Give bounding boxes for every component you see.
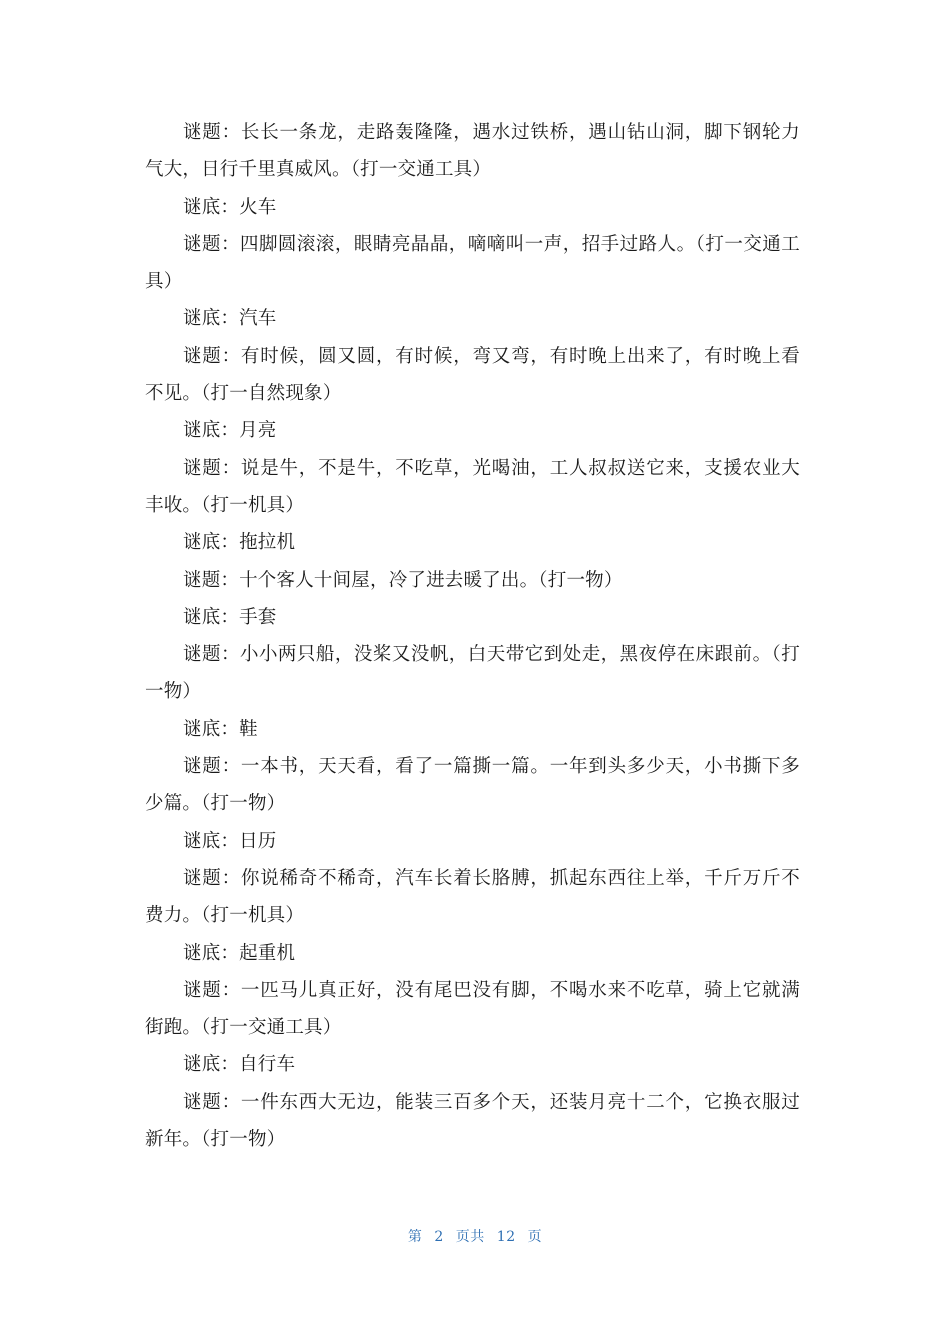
page-footer bbox=[0, 1226, 950, 1246]
riddle-answer-paragraph: 谜底：日历 bbox=[183, 830, 277, 852]
riddle-answer-paragraph: 谜底：起重机 bbox=[183, 942, 296, 964]
riddle-question-paragraph: 谜题：有时候，圆又圆，有时候，弯又弯，有时晚上出来了，有时晚上看不见。（打一自然现象） bbox=[145, 345, 800, 405]
riddle-question-paragraph: 谜题：十个客人十间屋，冷了进去暖了出。（打一物） bbox=[183, 569, 623, 591]
riddle-answer-paragraph: 谜底：手套 bbox=[183, 606, 277, 628]
riddle-answer-paragraph: 谜底：鞋 bbox=[183, 718, 258, 740]
riddle-question-paragraph: 谜题：说是牛，不是牛，不吃草，光喝油，工人叔叔送它来，支援农业大丰收。（打一机具） bbox=[145, 457, 800, 516]
riddle-question-paragraph: 谜题：一本书，天天看，看了一篇撕一篇。一年到头多少天，小书撕下多少篇。（打一物） bbox=[145, 756, 800, 815]
footer-suffix: 页 bbox=[527, 1229, 543, 1245]
total-pages-number: 12 bbox=[496, 1229, 516, 1245]
current-page-number: 2 bbox=[434, 1229, 444, 1245]
riddle-answer-paragraph: 谜底：火车 bbox=[183, 196, 277, 218]
riddle-answer-paragraph: 谜底：汽车 bbox=[183, 308, 277, 330]
footer-middle: 页共 bbox=[455, 1229, 485, 1245]
riddle-question-paragraph: 谜题：小小两只船，没桨又没帆，白天带它到处走，黑夜停在床跟前。（打一物） bbox=[145, 644, 800, 703]
footer-prefix: 第 bbox=[407, 1229, 423, 1245]
riddle-question-paragraph: 谜题：一件东西大无边，能装三百多个天，还装月亮十二个，它换衣服过新年。（打一物） bbox=[145, 1091, 800, 1151]
riddle-answer-paragraph: 谜底：月亮 bbox=[183, 420, 277, 442]
riddle-text-body bbox=[145, 114, 800, 1158]
riddle-question-paragraph: 谜题：四脚圆滚滚，眼睛亮晶晶，嘀嘀叫一声，招手过路人。（打一交通工具） bbox=[145, 233, 800, 293]
riddle-answer-paragraph: 谜底：自行车 bbox=[183, 1054, 296, 1076]
riddle-question-paragraph: 谜题：你说稀奇不稀奇，汽车长着长胳膊，抓起东西往上举，千斤万斤不费力。（打一机具） bbox=[145, 867, 800, 927]
riddle-question-paragraph: 谜题：长长一条龙，走路轰隆隆，遇水过铁桥，遇山钻山洞，脚下钢轮力气大，日行千里真威风。（打一交通工具） bbox=[145, 122, 800, 181]
riddle-answer-paragraph: 谜底：拖拉机 bbox=[183, 532, 296, 554]
riddle-question-paragraph: 谜题：一匹马儿真正好，没有尾巴没有脚，不喝水来不吃草，骑上它就满街跑。（打一交通工具） bbox=[145, 979, 800, 1039]
